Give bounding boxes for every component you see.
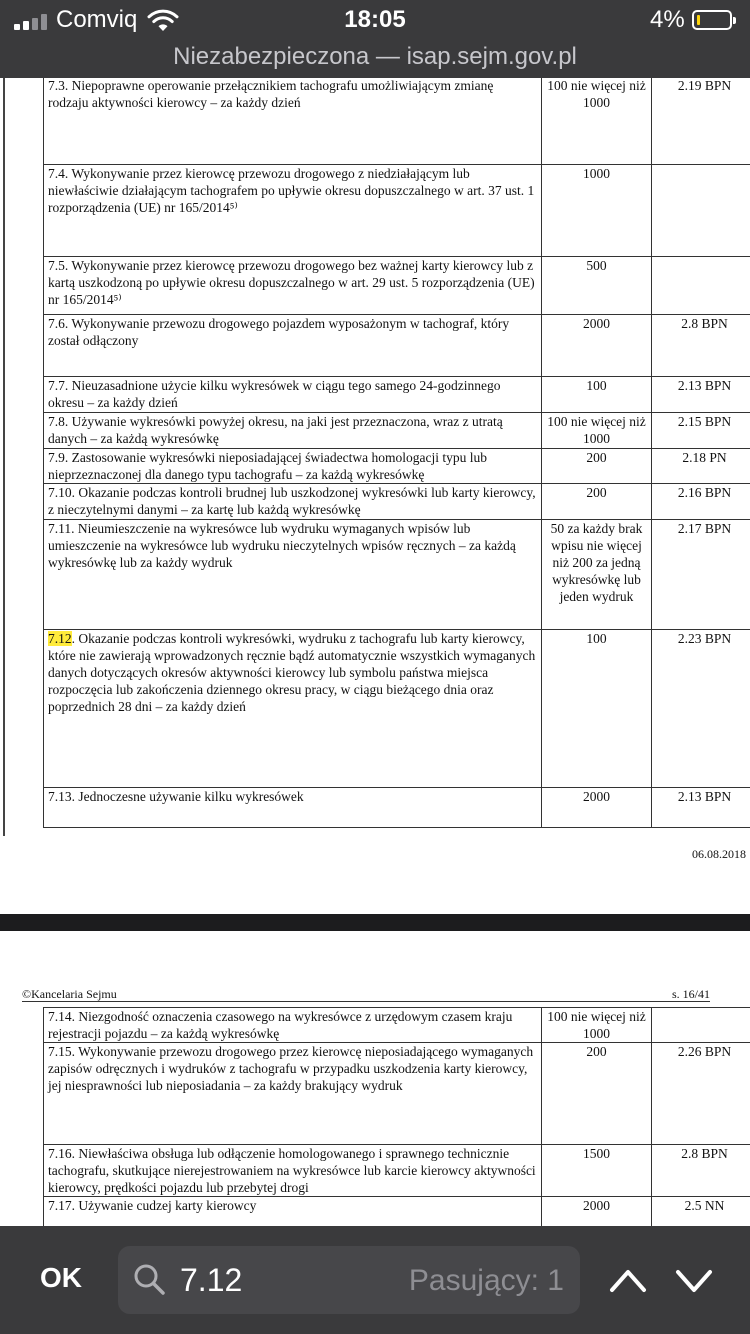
regulation-code: 2.18 PN — [652, 449, 750, 484]
regulation-code: 2.17 BPN — [652, 520, 750, 630]
table-row — [44, 484, 750, 520]
fine-amount: 200 — [542, 1043, 652, 1145]
fine-amount: 1000 — [542, 165, 652, 257]
regulation-code: 2.13 BPN — [652, 377, 750, 413]
offense-text: 7.17. Używanie cudzej karty kierowcy — [48, 1198, 257, 1213]
offense-text: 7.3. Niepoprawne operowanie przełącznikiem tachografu umożliwiającym zmianę rodzaju aktywności kierowcy – za każdy dzień — [48, 78, 494, 110]
find-in-page-bar — [0, 1226, 750, 1334]
offense-description — [44, 257, 542, 315]
fine-amount: 100 nie więcej niż 1000 — [542, 413, 652, 449]
offense-description — [44, 1197, 542, 1227]
regulation-code — [652, 257, 750, 315]
offense-description — [44, 630, 542, 788]
fine-amount: 50 za każdy brak wpisu nie więcej niż 200 za jedną wykresówkę lub jeden wydruk — [542, 520, 652, 630]
match-count: Pasujący: 1 — [408, 1264, 564, 1297]
offense-text: 7.5. Wykonywanie przez kierowcę przewozu drogowego bez ważnej karty kierowcy lub z kartą uszkodzoną po upływie okresu dopuszczalnego w art. 29 ust. 5 rozporządzenia (UE) nr 165/2014⁵⁾ — [48, 258, 535, 307]
table-row — [44, 1043, 750, 1145]
battery-icon — [692, 10, 732, 30]
table-row — [44, 788, 750, 828]
table-row — [44, 413, 750, 449]
offense-text: 7.7. Nieuzasadnione użycie kilku wykresówek w ciągu tego samego 24-godzinnego okresu – za każdy dzień — [48, 378, 501, 410]
status-bar — [0, 0, 750, 44]
battery-percent: 4% — [650, 6, 685, 33]
regulation-code: 2.16 BPN — [652, 484, 750, 520]
offense-description — [44, 520, 542, 630]
table-row — [44, 78, 750, 165]
fine-amount: 2000 — [542, 1197, 652, 1227]
offense-description — [44, 377, 542, 413]
fine-amount: 100 nie więcej niż 1000 — [542, 78, 652, 165]
regulation-code: 2.23 BPN — [652, 630, 750, 788]
table-row — [44, 315, 750, 377]
offense-text: 7.4. Wykonywanie przez kierowcę przewozu drogowego z niedziałającym lub niewłaściwie działającym tachografem po upływie okresu dopuszczalnego w art. 37 ust. 1 rozporządzenia (UE) nr 165/2014⁵⁾ — [48, 166, 535, 215]
offense-text: 7.14. Niezgodność oznaczenia czasowego na wykresówce z urzędowym czasem kraju rejestracji pojazdu – za każdą wykresówkę — [48, 1009, 513, 1041]
offense-text: 7.15. Wykonywanie przewozu drogowego przez kierowcę nieposiadającego wymaganych zapisów odręcznych i wydruków z tachografu w przypadku uszkodzenia karty kierowcy, jej niesprawności lub nieposiadania – za każdy brakujący wydruk — [48, 1044, 534, 1093]
table-row — [44, 1145, 750, 1197]
fine-amount: 100 nie więcej niż 1000 — [542, 1008, 652, 1043]
offense-description — [44, 78, 542, 165]
fine-amount: 1500 — [542, 1145, 652, 1197]
regulation-code: 2.5 NN — [652, 1197, 750, 1227]
offense-description — [44, 1145, 542, 1197]
fine-amount: 2000 — [542, 315, 652, 377]
penalty-table-continued — [43, 1007, 750, 1226]
table-row — [44, 257, 750, 315]
offense-description — [44, 1043, 542, 1145]
search-icon — [132, 1262, 166, 1296]
search-highlight: 7.12 — [48, 631, 72, 646]
table-row — [44, 1008, 750, 1043]
page-margin-line — [3, 78, 5, 836]
page-header — [22, 987, 710, 1002]
offense-text: 7.10. Okazanie podczas kontroli brudnej lub uszkodzonej wykresówki lub karty kierowcy, z nieczytelnymi danymi – za kartę lub każdą wykresówkę — [48, 485, 536, 517]
offense-description — [44, 788, 542, 828]
chevron-down-icon[interactable] — [674, 1260, 714, 1300]
table-row — [44, 449, 750, 484]
fine-amount: 200 — [542, 484, 652, 520]
regulation-code — [652, 165, 750, 257]
fine-amount: 200 — [542, 449, 652, 484]
table-row — [44, 630, 750, 788]
offense-text: 7.13. Jednoczesne używanie kilku wykresówek — [48, 789, 304, 804]
offense-text: 7.9. Zastosowanie wykresówki nieposiadającej świadectwa homologacji typu lub nieprzeznaczonej dla danego typu tachografu – za każdą wykresówkę — [48, 450, 488, 482]
regulation-code: 2.8 BPN — [652, 315, 750, 377]
chevron-up-icon[interactable] — [608, 1260, 648, 1300]
penalty-table — [43, 78, 750, 828]
regulation-code: 2.15 BPN — [652, 413, 750, 449]
offense-description — [44, 165, 542, 257]
regulation-code — [652, 1008, 750, 1043]
fine-amount: 500 — [542, 257, 652, 315]
table-row — [44, 377, 750, 413]
document-date: 06.08.2018 — [692, 847, 746, 861]
find-input[interactable] — [118, 1246, 580, 1314]
table-row — [44, 165, 750, 257]
offense-text: 7.16. Niewłaściwa obsługa lub odłączenie homologowanego i sprawnego technicznie tachografu, skutkujące nierejestrowaniem na wykresówce lub karcie kierowcy aktywności kierowcy, prędkości pojazdu lub przebytej drogi — [48, 1146, 536, 1195]
fine-amount: 100 — [542, 630, 652, 788]
pdf-page-1 — [0, 78, 750, 914]
offense-description — [44, 315, 542, 377]
clock: 18:05 — [344, 6, 406, 33]
regulation-code: 2.8 BPN — [652, 1145, 750, 1197]
page-number: s. 16/41 — [671, 987, 710, 1001]
table-row — [44, 520, 750, 630]
offense-description — [44, 413, 542, 449]
regulation-code: 2.26 BPN — [652, 1043, 750, 1145]
offense-text: 7.6. Wykonywanie przewozu drogowego pojazdem wyposażonym w tachograf, który został odłączony — [48, 316, 510, 348]
offense-text: 7.11. Nieumieszczenie na wykresówce lub wydruku wymaganych wpisów lub umieszczenie na wykresówce lub wydruku nieczytelnych wpisów ręcznych – za każdą wykresówkę lub za każdy wydruk — [48, 521, 516, 570]
carrier-label: Comviq — [56, 6, 138, 33]
regulation-code: 2.13 BPN — [652, 788, 750, 828]
offense-text: . Okazanie podczas kontroli wykresówki, wydruku z tachografu lub karty kierowcy, które nie zawierają wprowadzonych ręcznie bądź automatycznie wszystkich wymaganych danych dotyczących okresów aktywności kierowcy lub symbolu państwa miejsca rozpoczęcia lub zakończenia dziennego okresu pracy, w ciągu bieżącego dnia oraz poprzednich 28 dni – za każdy dzień — [48, 631, 536, 714]
pdf-page-2 — [0, 931, 750, 1226]
url-bar[interactable]: Niezabezpieczona — isap.sejm.gov.pl — [173, 43, 577, 70]
table-row — [44, 1197, 750, 1227]
offense-description — [44, 449, 542, 484]
find-query: 7.12 — [180, 1262, 243, 1298]
offense-text: 7.8. Używanie wykresówki powyżej okresu, na jaki jest przeznaczona, wraz z utratą danych – za każdą wykresówkę — [48, 414, 503, 446]
page-separator — [0, 914, 750, 931]
done-button[interactable]: OK — [40, 1262, 82, 1293]
fine-amount: 2000 — [542, 788, 652, 828]
offense-description — [44, 1008, 542, 1043]
publisher-label: ©Kancelaria Sejmu — [22, 987, 117, 1001]
regulation-code: 2.19 BPN — [652, 78, 750, 165]
offense-description — [44, 484, 542, 520]
fine-amount: 100 — [542, 377, 652, 413]
